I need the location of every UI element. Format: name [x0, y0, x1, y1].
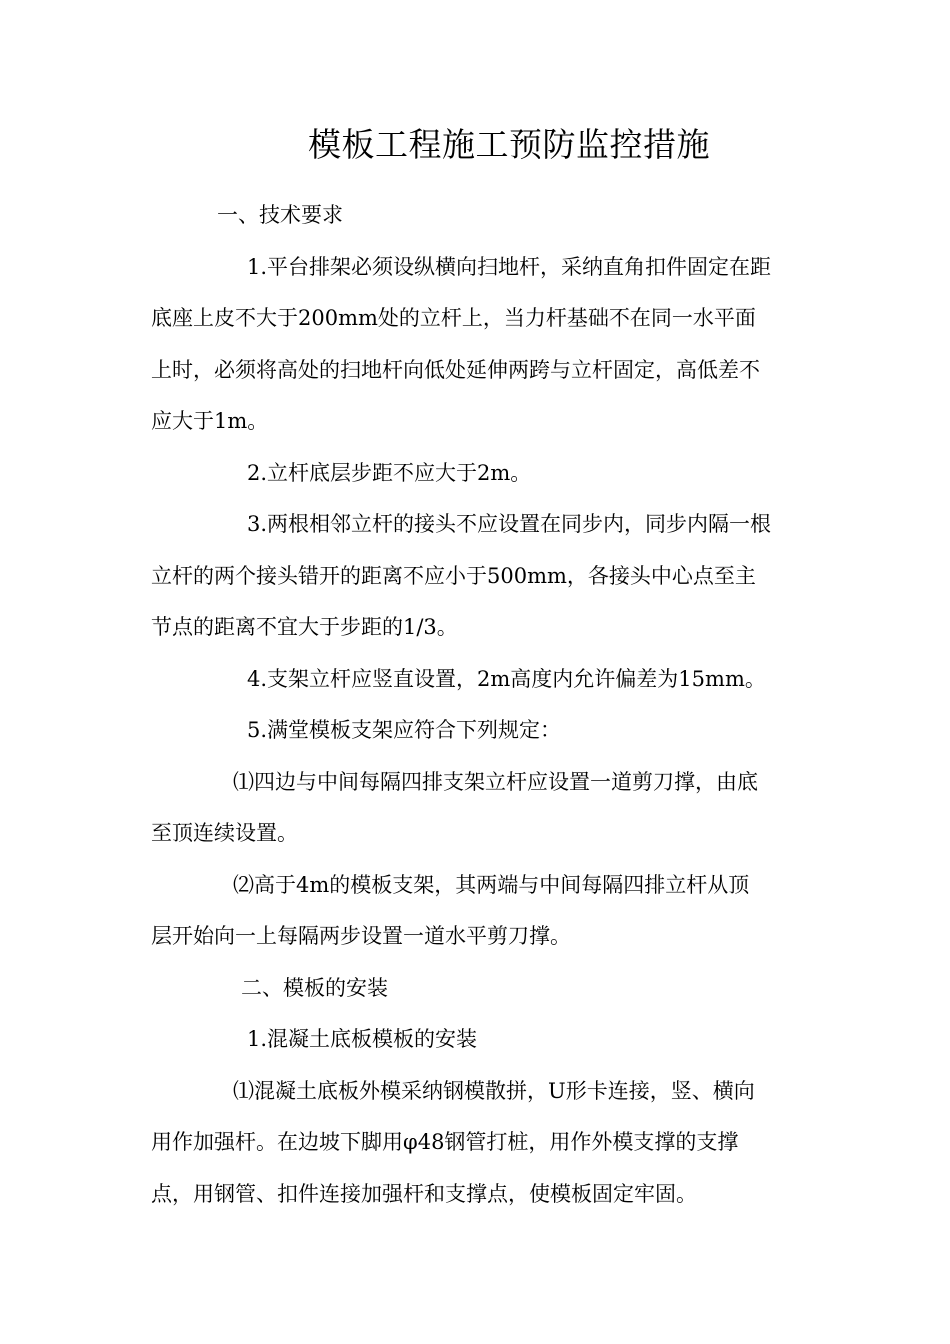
document-body: [151, 190, 801, 1220]
paragraph-line: 1.平台排架必须设纵横向扫地杆，采纳直角扣件固定在距: [247, 254, 772, 279]
page-title: 模板工程施工预防监控措施: [308, 125, 710, 164]
paragraph-line: ⑴四边与中间每隔四排支架立杆应设置一道剪刀撑，由底: [233, 769, 758, 794]
paragraph-line: 点，用钢管、扣件连接加强杆和支撑点，使模板固定牢固。: [151, 1181, 697, 1206]
paragraph-line: 底座上皮不大于200mm处的立杆上，当力杆基础不在同一水平面: [151, 306, 756, 330]
paragraph-line: 节点的距离不宜大于步距的1/3。: [151, 615, 458, 639]
paragraph-line: 应大于1m。: [151, 409, 269, 433]
paragraph-line: 2.立杆底层步距不应大于2m。: [247, 460, 532, 485]
paragraph-line: 层开始向一上每隔两步设置一道水平剪刀撑。: [151, 924, 571, 948]
paragraph-line: ⑴混凝土底板外模采纳钢模散拼，U形卡连接，竖、横向: [233, 1078, 755, 1103]
paragraph-line: 4.支架立杆应竖直设置，2m高度内允许偏差为15mm。: [247, 666, 766, 691]
paragraph-line: 3.两根相邻立杆的接头不应设置在同步内，同步内隔一根: [247, 512, 772, 536]
paragraph-line: 5.满堂模板支架应符合下列规定：: [247, 718, 562, 742]
paragraph-line: 立杆的两个接头错开的距离不应小于500mm，各接头中心点至主: [151, 563, 756, 588]
paragraph-line: ⑵高于4m的模板支架，其两端与中间每隔四排立杆从顶: [233, 872, 750, 897]
section-heading-formwork-installation: 二、模板的安装: [241, 975, 388, 1000]
paragraph-line: 上时，必须将高处的扫地杆向低处延伸两跨与立杆固定，高低差不: [151, 357, 760, 382]
section-heading-technical-requirements: 一、技术要求: [217, 203, 343, 227]
paragraph-line: 用作加强杆。在边坡下脚用φ48钢管打桩，用作外模支撑的支撑: [151, 1130, 739, 1154]
paragraph-line: 至顶连续设置。: [151, 821, 298, 845]
subsection-heading: 1.混凝土底板模板的安装: [247, 1027, 478, 1051]
